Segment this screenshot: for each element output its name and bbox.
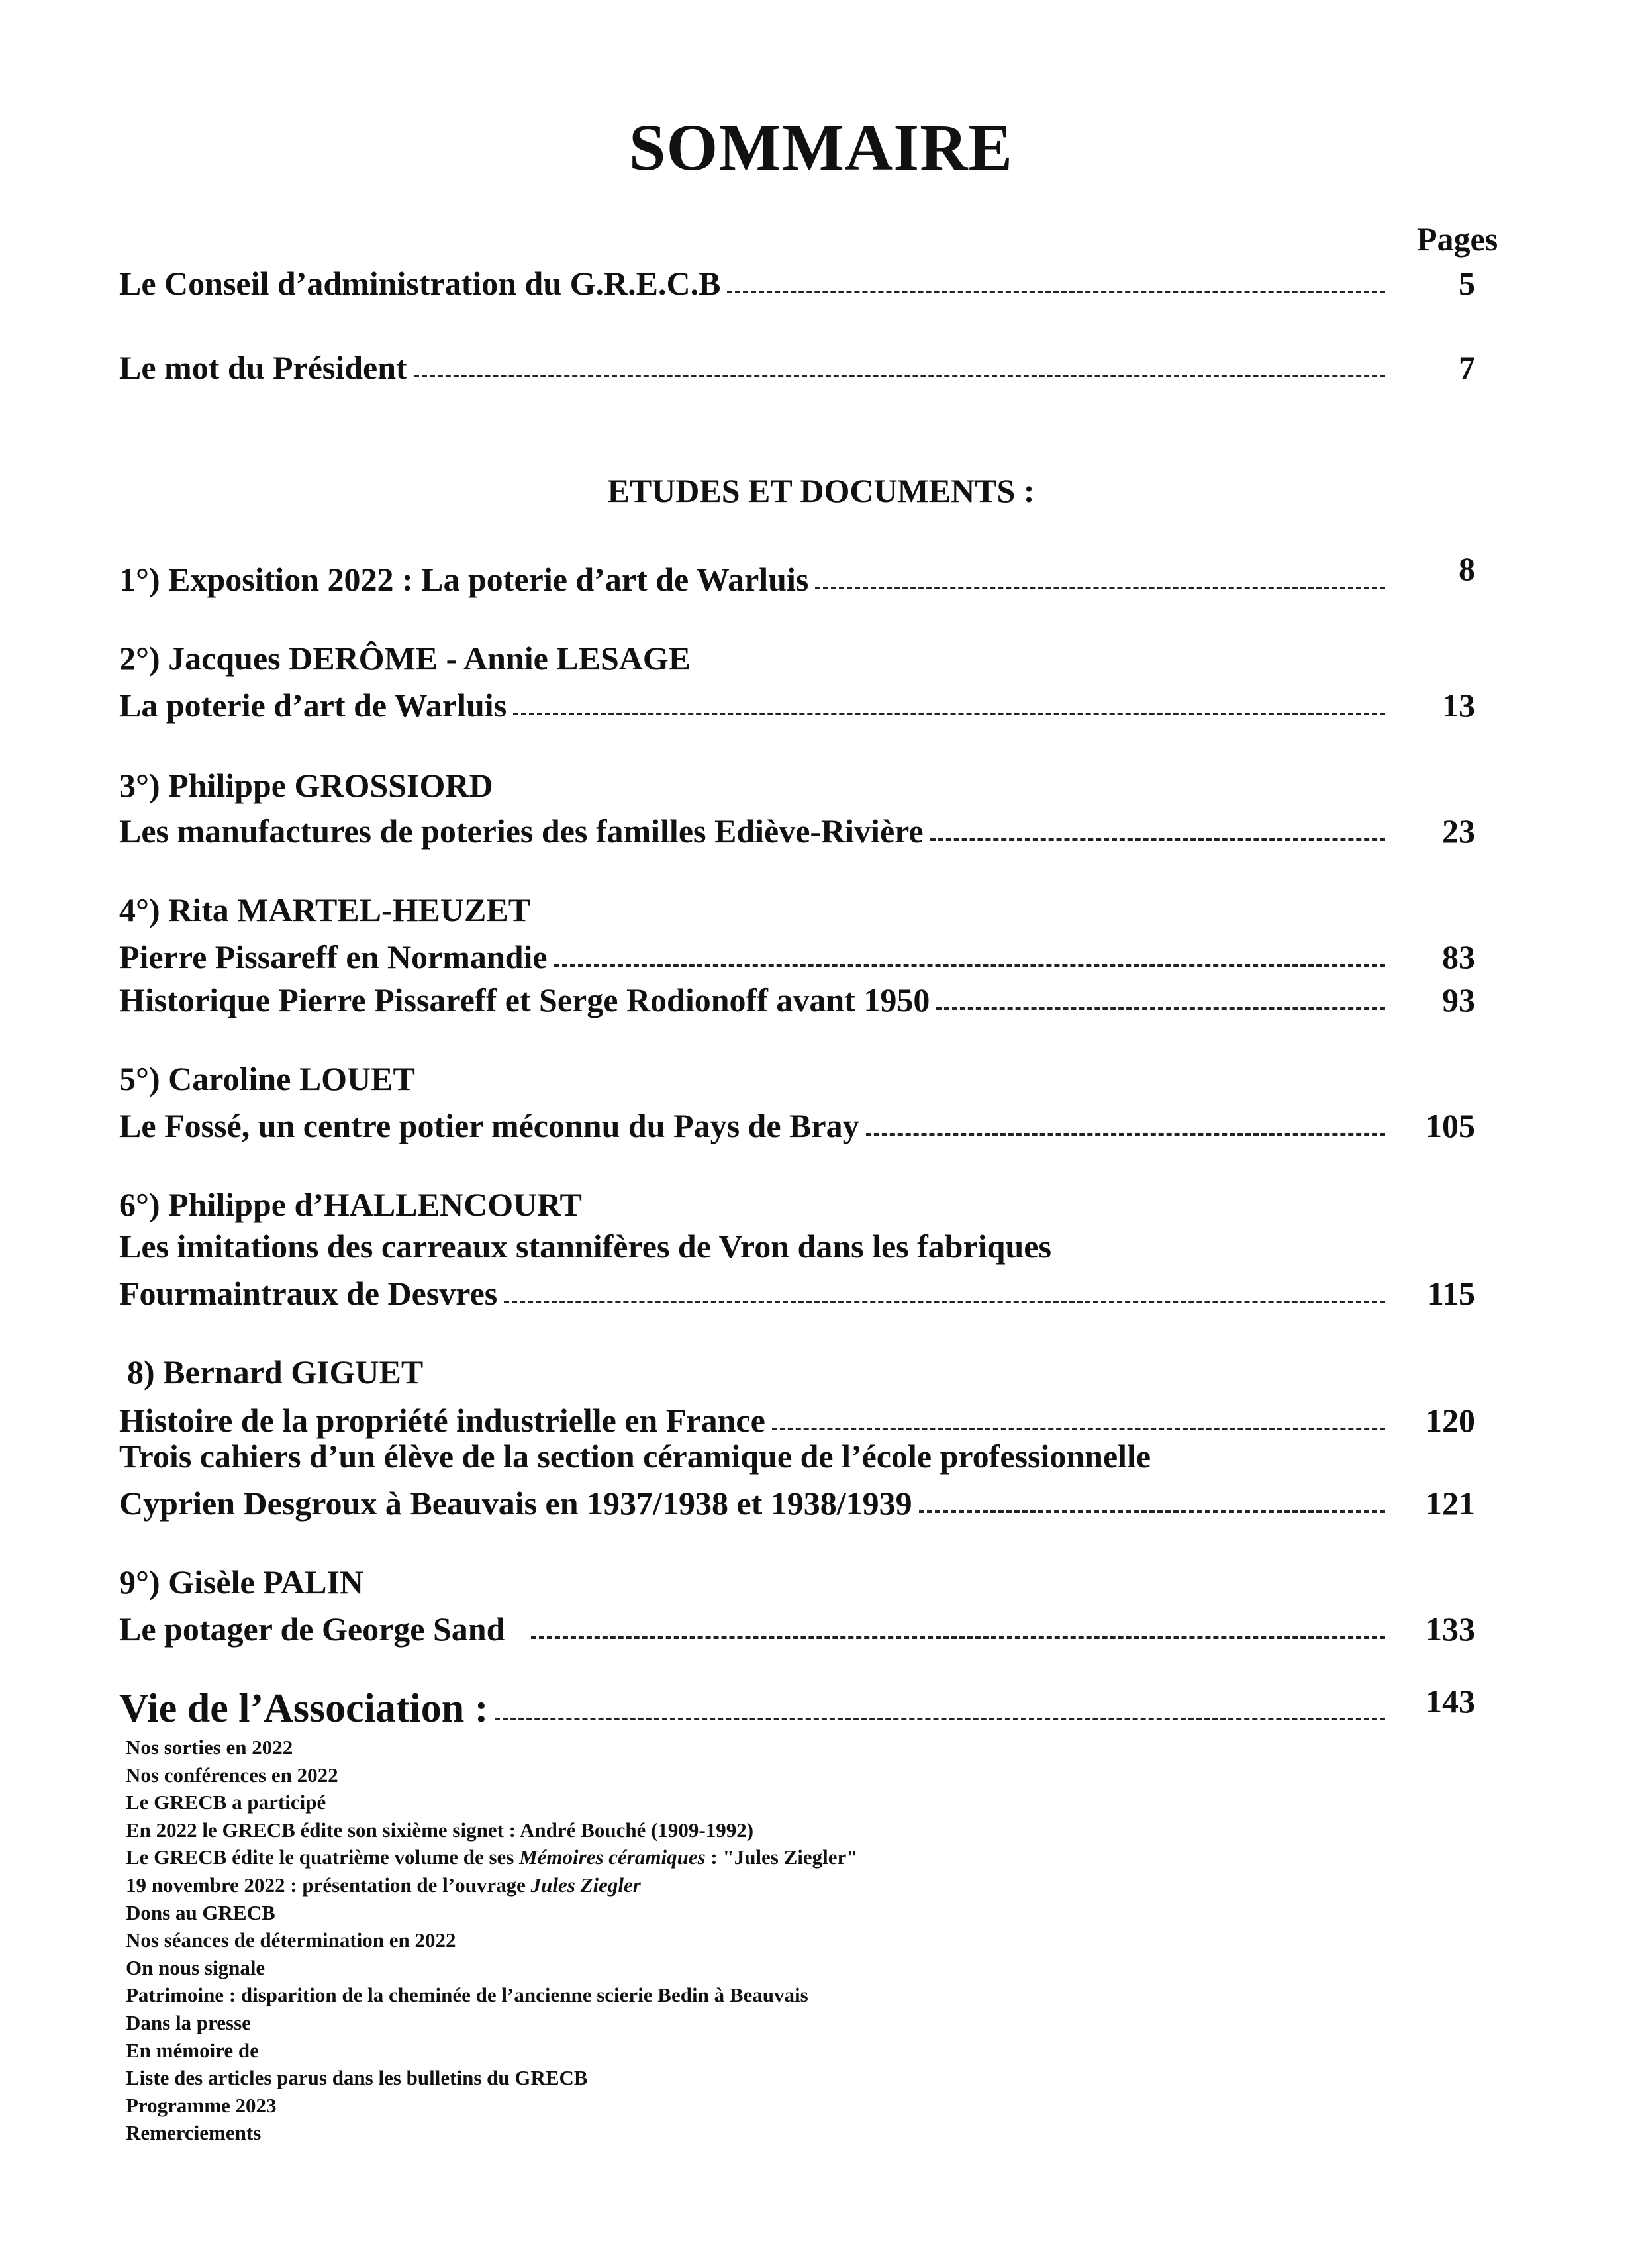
toc-entry-title: Historique Pierre Pissareff et Serge Rodionoff avant 1950	[119, 981, 930, 1018]
list-item: Nos sorties en 2022	[126, 1736, 293, 1759]
toc-entry-page: 8	[1459, 550, 1475, 587]
list-item-italic: Jules Ziegler	[530, 1873, 641, 1897]
toc-entry-page: 121	[1425, 1485, 1475, 1522]
dot-leader	[727, 291, 1385, 293]
dot-leader	[919, 1510, 1385, 1513]
toc-entry-title: Les manufactures de poteries des familles Ediève-Rivière	[119, 813, 924, 850]
list-item: Nos séances de détermination en 2022	[126, 1928, 456, 1952]
list-item: Programme 2023	[126, 2093, 277, 2117]
toc-entry-page: 7	[1459, 349, 1475, 386]
list-item: Patrimoine : disparition de la cheminée de l’ancienne scierie Bedin à Beauvais	[126, 1983, 808, 2007]
list-item: Dons au GRECB	[126, 1900, 275, 1924]
dot-leader	[554, 964, 1385, 967]
toc-author: 8) Bernard GIGUET	[127, 1354, 424, 1391]
toc-author: 3°) Philippe GROSSIORD	[119, 767, 493, 804]
toc-entry[interactable]	[119, 1397, 1475, 1440]
toc-entry-title: Le potager de George Sand	[119, 1610, 505, 1648]
toc-entry-title: 1°) Exposition 2022 : La poterie d’art de Warluis	[119, 561, 809, 598]
toc-entry-page: 5	[1459, 265, 1475, 302]
toc-entry-page: 133	[1425, 1610, 1475, 1648]
list-item: Remerciements	[126, 2121, 262, 2145]
toc-entry-page: 143	[1425, 1683, 1475, 1720]
toc-entry[interactable]	[119, 1480, 1475, 1522]
toc-entry-title-line: Trois cahiers d’un élève de la section céramique de l’école professionnelle	[119, 1438, 1151, 1475]
toc-entry-page: 105	[1425, 1107, 1475, 1144]
toc-entry-title: La poterie d’art de Warluis	[119, 687, 507, 724]
list-item: Le GRECB a participé	[126, 1791, 326, 1814]
toc-entry[interactable]	[119, 260, 1475, 303]
list-item-text: 19 novembre 2022 : présentation de l’ouvrage	[126, 1873, 531, 1897]
dot-leader	[504, 1301, 1385, 1303]
toc-entry[interactable]	[119, 1682, 1475, 1732]
list-item: En 2022 le GRECB édite son sixième signet : André Bouché (1909-1992)	[126, 1818, 754, 1842]
toc-entry-title: Pierre Pissareff en Normandie	[119, 938, 548, 975]
list-item: Nos conférences en 2022	[126, 1763, 338, 1787]
toc-entry-title: Vie de l’Association :	[119, 1686, 489, 1731]
list-item-italic: Mémoires céramiques	[519, 1846, 706, 1869]
list-item-text: : "Jules Ziegler"	[705, 1846, 858, 1869]
toc-entry[interactable]	[119, 682, 1475, 724]
toc-entry-title: Fourmaintraux de Desvres	[119, 1275, 498, 1312]
toc-entry[interactable]	[119, 550, 1475, 599]
toc-entry[interactable]	[119, 808, 1475, 850]
list-item: En mémoire de	[126, 2038, 259, 2062]
toc-author: 4°) Rita MARTEL-HEUZET	[119, 891, 531, 928]
dot-leader	[866, 1133, 1385, 1136]
toc-entry-page: 13	[1442, 687, 1475, 724]
association-items-list	[126, 1734, 858, 2147]
toc-entry-title-line: Les imitations des carreaux stannifères de Vron dans les fabriques	[119, 1228, 1051, 1265]
toc-entry-title: Histoire de la propriété industrielle en France	[119, 1402, 765, 1439]
dot-leader	[815, 587, 1385, 589]
toc-entry[interactable]	[119, 344, 1475, 387]
dot-leader	[772, 1428, 1385, 1430]
dot-leader	[495, 1718, 1385, 1720]
dot-leader	[930, 838, 1385, 841]
toc-entry-page: 115	[1427, 1275, 1475, 1312]
toc-entry[interactable]	[119, 1606, 1475, 1648]
page-title: SOMMAIRE	[628, 111, 1014, 184]
toc-entry-title: Cyprien Desgroux à Beauvais en 1937/1938 et 1938/1939	[119, 1485, 912, 1522]
toc-author: 9°) Gisèle PALIN	[119, 1563, 364, 1601]
toc-entry-page: 83	[1442, 938, 1475, 975]
toc-entry-page: 23	[1442, 813, 1475, 850]
toc-entry-title: Le mot du Président	[119, 349, 407, 386]
toc-entry-title: Le Fossé, un centre potier méconnu du Pays de Bray	[119, 1107, 859, 1144]
toc-author: 5°) Caroline LOUET	[119, 1060, 415, 1097]
toc-author: 6°) Philippe d’HALLENCOURT	[119, 1186, 582, 1223]
list-item: Dans la presse	[126, 2010, 251, 2034]
dot-leader	[513, 713, 1385, 715]
toc-author: 2°) Jacques DERÔME - Annie LESAGE	[119, 640, 691, 677]
dot-leader	[936, 1007, 1385, 1010]
toc-entry-title: Le Conseil d’administration du G.R.E.C.B	[119, 265, 721, 302]
section-heading: ETUDES ET DOCUMENTS :	[607, 472, 1035, 509]
toc-entry[interactable]	[119, 1103, 1475, 1145]
list-item	[126, 1871, 858, 1899]
toc-entry[interactable]	[119, 977, 1475, 1019]
list-item-text: Le GRECB édite le quatrième volume de ses	[126, 1846, 520, 1869]
list-item	[126, 1844, 858, 1871]
list-item: On nous signale	[126, 1955, 266, 1979]
dot-leader	[531, 1636, 1385, 1639]
dot-leader	[414, 375, 1385, 377]
toc-entry[interactable]	[119, 934, 1475, 976]
list-item: Liste des articles parus dans les bulletins du GRECB	[126, 2066, 588, 2090]
toc-entry-page: 93	[1442, 981, 1475, 1018]
pages-column-header: Pages	[1417, 221, 1498, 258]
toc-entry-page: 120	[1425, 1402, 1475, 1439]
toc-entry[interactable]	[119, 1270, 1475, 1312]
